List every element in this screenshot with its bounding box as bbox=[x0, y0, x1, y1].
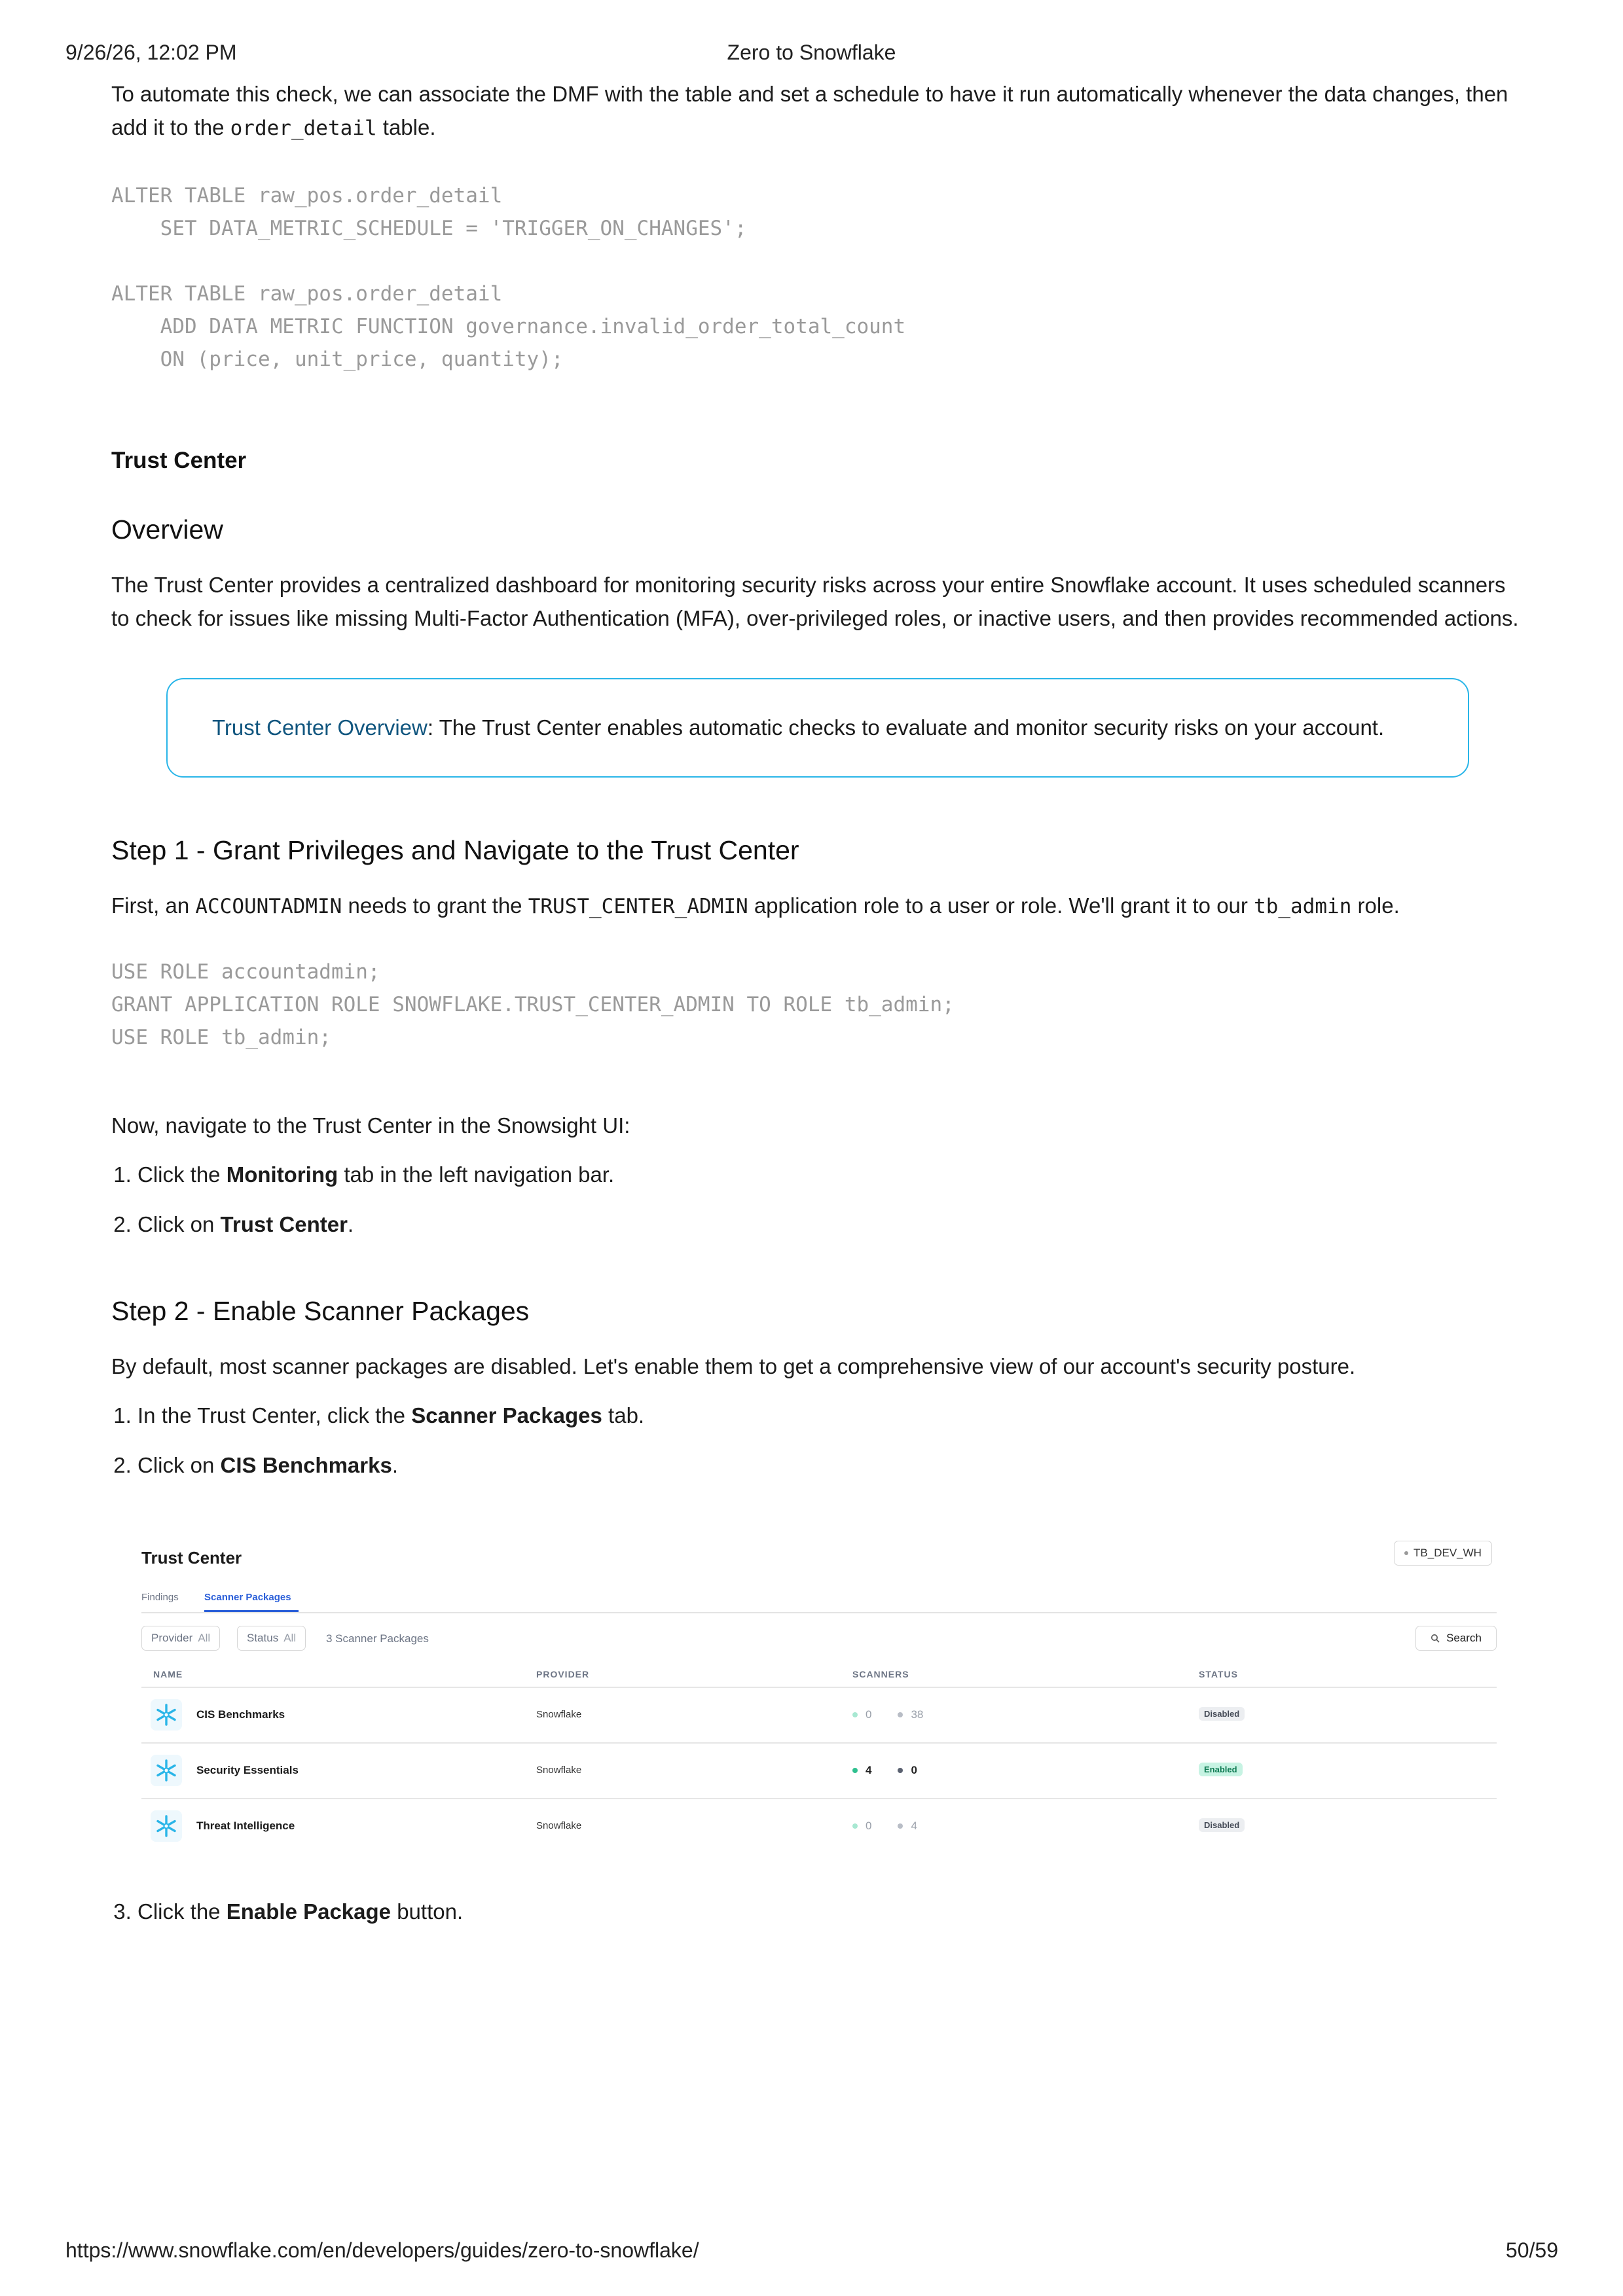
filter-label: Status bbox=[247, 1632, 279, 1644]
item-text: tab in the left navigation bar. bbox=[338, 1162, 615, 1187]
enabled-dot-icon bbox=[852, 1768, 858, 1773]
item-bold: Enable Package bbox=[226, 1899, 392, 1924]
list-item bbox=[137, 1403, 644, 1453]
column-header-scanners[interactable]: SCANNERS bbox=[852, 1669, 909, 1679]
disabled-count: 38 bbox=[911, 1708, 924, 1721]
scanner-counts bbox=[852, 1764, 917, 1777]
trust-center-overview-link[interactable]: Trust Center Overview bbox=[212, 715, 428, 740]
scanner-counts bbox=[852, 1820, 917, 1833]
item-bold: Scanner Packages bbox=[411, 1403, 602, 1427]
item-text: . bbox=[392, 1453, 398, 1477]
package-name: CIS Benchmarks bbox=[196, 1708, 285, 1721]
item-text: Click the bbox=[137, 1162, 227, 1187]
code-block-grant: USE ROLE accountadmin; GRANT APPLICATION ROLE SNOWFLAKE.TRUST_CENTER_ADMIN TO ROLE tb_admin; USE ROLE tb_admin; bbox=[111, 960, 955, 1049]
disabled-dot-icon bbox=[898, 1823, 903, 1829]
snowflake-logo-icon bbox=[151, 1699, 182, 1731]
column-header-status[interactable]: STATUS bbox=[1199, 1669, 1238, 1679]
list-item bbox=[137, 1212, 614, 1262]
column-header-provider[interactable]: PROVIDER bbox=[536, 1669, 590, 1679]
step1-text-4: role. bbox=[1351, 893, 1400, 918]
step1-paragraph bbox=[111, 889, 1525, 924]
search-button[interactable] bbox=[1415, 1626, 1497, 1651]
step1-list bbox=[111, 1162, 614, 1262]
item-text: Click the bbox=[137, 1899, 227, 1924]
step1-text-3: application role to a user or role. We'll grant it to our bbox=[748, 893, 1254, 918]
enabled-count: 0 bbox=[866, 1708, 872, 1721]
package-count: 3 Scanner Packages bbox=[326, 1632, 429, 1645]
tab-findings[interactable]: Findings bbox=[141, 1592, 179, 1603]
print-footer-url[interactable]: https://www.snowflake.com/en/developers/guides/zero-to-snowflake/ bbox=[65, 2238, 699, 2262]
item-text: In the Trust Center, click the bbox=[137, 1403, 412, 1427]
status-badge: Enabled bbox=[1199, 1763, 1243, 1776]
trust-center-title: Trust Center bbox=[141, 1548, 242, 1568]
item-bold: CIS Benchmarks bbox=[220, 1453, 392, 1477]
filter-value: All bbox=[283, 1632, 297, 1644]
section-title: Trust Center bbox=[111, 448, 247, 473]
warehouse-dot-icon bbox=[1404, 1551, 1408, 1555]
filter-label: Provider bbox=[151, 1632, 193, 1644]
tab-scanner-packages[interactable]: Scanner Packages bbox=[204, 1592, 291, 1603]
status-badge: Disabled bbox=[1199, 1707, 1245, 1721]
print-page-number: 50/59 bbox=[1505, 2238, 1558, 2262]
intro-text-before: To automate this check, we can associate the DMF with the table and set a schedule to have it run automatically whenever the data changes, then add it to the bbox=[111, 82, 1508, 139]
step2-paragraph: By default, most scanner packages are disabled. Let's enable them to get a comprehensive view of our account's security posture. bbox=[111, 1354, 1356, 1378]
disabled-dot-icon bbox=[898, 1712, 903, 1717]
enabled-dot-icon bbox=[852, 1823, 858, 1829]
package-provider: Snowflake bbox=[536, 1709, 582, 1720]
status-badge: Disabled bbox=[1199, 1818, 1245, 1832]
table-row[interactable] bbox=[141, 1799, 1497, 1854]
trust-center-screenshot bbox=[128, 1532, 1516, 1865]
intro-inline-code: order_detail bbox=[230, 117, 377, 140]
print-datetime: 9/26/26, 12:02 PM bbox=[65, 41, 237, 64]
callout-text: : The Trust Center enables automatic checks to evaluate and monitor security risks on your account. bbox=[427, 715, 1385, 740]
package-provider: Snowflake bbox=[536, 1820, 582, 1831]
list-item bbox=[137, 1899, 463, 1949]
item-text: Click on bbox=[137, 1212, 221, 1236]
warehouse-selector[interactable] bbox=[1394, 1541, 1492, 1566]
search-icon bbox=[1431, 1634, 1440, 1643]
search-label: Search bbox=[1446, 1632, 1482, 1644]
disabled-dot-icon bbox=[898, 1768, 903, 1773]
tabs-divider bbox=[141, 1612, 1497, 1613]
disabled-count: 0 bbox=[911, 1764, 917, 1776]
table-row[interactable] bbox=[141, 1743, 1497, 1798]
item-text: Click on bbox=[137, 1453, 221, 1477]
warehouse-label: TB_DEV_WH bbox=[1413, 1547, 1482, 1559]
table-row[interactable] bbox=[141, 1687, 1497, 1742]
package-name: Threat Intelligence bbox=[196, 1820, 295, 1832]
package-name: Security Essentials bbox=[196, 1764, 299, 1776]
provider-filter[interactable] bbox=[141, 1626, 220, 1651]
code-block-dmf: ALTER TABLE raw_pos.order_detail SET DATA_METRIC_SCHEDULE = 'TRIGGER_ON_CHANGES'; ALTER TABLE raw_pos.order_detail ADD DATA METRIC FUNCTION governance.invalid_order_total_count ON (price, unit_price, quantity); bbox=[111, 184, 906, 371]
step1-nav-text: Now, navigate to the Trust Center in the Snowsight UI: bbox=[111, 1113, 630, 1138]
item-text: button. bbox=[391, 1899, 464, 1924]
info-callout bbox=[166, 678, 1469, 778]
step1-code-tb-admin: tb_admin bbox=[1254, 895, 1352, 918]
snowflake-logo-icon bbox=[151, 1810, 182, 1842]
list-item bbox=[137, 1162, 614, 1212]
column-header-name[interactable]: NAME bbox=[153, 1669, 183, 1679]
item-bold: Trust Center bbox=[220, 1212, 348, 1236]
step2-heading: Step 2 - Enable Scanner Packages bbox=[111, 1296, 530, 1326]
step2-list bbox=[111, 1403, 644, 1503]
overview-paragraph: The Trust Center provides a centralized dashboard for monitoring security risks across your entire Snowflake account. It uses scheduled scanners to check for issues like missing Multi-Factor Authentication (MFA), over-privileged roles, or inactive users, and then provides recommended actions. bbox=[111, 573, 1519, 630]
status-filter[interactable] bbox=[237, 1626, 306, 1651]
step1-text-1: First, an bbox=[111, 893, 196, 918]
overview-heading: Overview bbox=[111, 514, 223, 545]
step1-heading: Step 1 - Grant Privileges and Navigate to the Trust Center bbox=[111, 835, 799, 865]
print-doc-title: Zero to Snowflake bbox=[727, 41, 896, 64]
filter-value: All bbox=[198, 1632, 211, 1644]
item-text: tab. bbox=[602, 1403, 645, 1427]
package-provider: Snowflake bbox=[536, 1765, 582, 1776]
list-item bbox=[137, 1453, 644, 1503]
item-bold: Monitoring bbox=[226, 1162, 338, 1187]
enabled-count: 0 bbox=[866, 1820, 872, 1832]
snowflake-logo-icon bbox=[151, 1755, 182, 1786]
step1-code-accountadmin: ACCOUNTADMIN bbox=[195, 895, 342, 918]
item-text: . bbox=[347, 1212, 354, 1236]
intro-paragraph bbox=[111, 77, 1525, 145]
step1-text-2: needs to grant the bbox=[342, 893, 528, 918]
disabled-count: 4 bbox=[911, 1820, 917, 1832]
enabled-dot-icon bbox=[852, 1712, 858, 1717]
intro-text-after: table. bbox=[376, 115, 436, 139]
step1-code-role: TRUST_CENTER_ADMIN bbox=[528, 895, 748, 918]
step2-list-continued bbox=[111, 1899, 463, 1949]
scanner-counts bbox=[852, 1708, 923, 1721]
enabled-count: 4 bbox=[866, 1764, 872, 1776]
